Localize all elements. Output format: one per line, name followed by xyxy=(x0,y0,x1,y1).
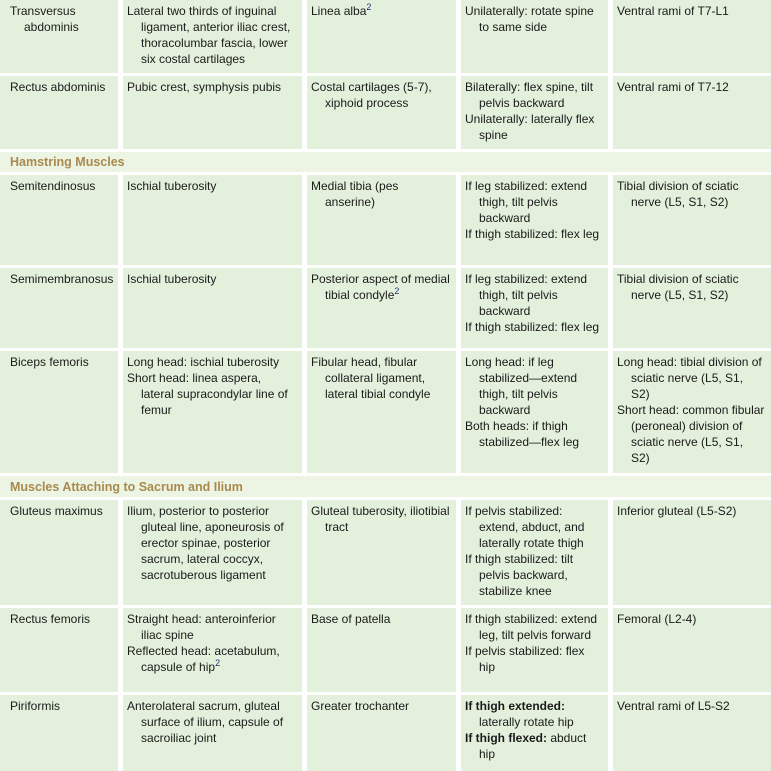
section-header-muscles-attaching-to-sacrum-and-ilium xyxy=(0,476,771,497)
cell-text: Long head: if leg stabilized—extend thigh, tilt pelvis backward xyxy=(465,355,578,417)
cell-action xyxy=(461,351,608,473)
cell-text: Tibial division of sciatic nerve (L5, S1, S2) xyxy=(617,272,739,302)
cell-origin xyxy=(123,608,302,692)
cell-muscle xyxy=(0,76,118,149)
cell-text: Ilium, posterior to posterior gluteal line, aponeurosis of erector spinae, posterior sacrum, lateral coccyx, sacrotuberous ligament xyxy=(127,504,284,582)
cell-insertion xyxy=(307,500,456,605)
cell-text: Rectus femoris xyxy=(10,612,91,626)
cell-insertion xyxy=(307,0,456,73)
cell-text: Biceps femoris xyxy=(10,355,89,369)
cell-text: If thigh extended: laterally rotate hip xyxy=(465,699,574,729)
cell-text: Tibial division of sciatic nerve (L5, S1, S2) xyxy=(617,179,739,209)
cell-text: Medial tibia (pes anserine) xyxy=(311,179,399,209)
cell-text: Piriformis xyxy=(10,699,60,713)
cell-insertion xyxy=(307,268,456,348)
cell-text: Inferior gluteal (L5-S2) xyxy=(617,504,737,518)
cell-text: Short head: common fibular (peroneal) division of sciatic nerve (L5, S1, S2) xyxy=(617,403,765,465)
cell-text: Ventral rami of L5-S2 xyxy=(617,699,730,713)
cell-innervation xyxy=(613,500,771,605)
table-row-semimembranosus xyxy=(0,268,771,348)
cell-text: If thigh flexed: abduct hip xyxy=(465,731,587,761)
table-row-rectus-femoris xyxy=(0,608,771,692)
cell-innervation xyxy=(613,351,771,473)
footnote-marker: 2 xyxy=(366,2,372,12)
footnote-marker: 2 xyxy=(394,286,400,296)
cell-muscle xyxy=(0,608,118,692)
cell-muscle xyxy=(0,268,118,348)
cell-text: If leg stabilized: extend thigh, tilt pelvis backward xyxy=(465,272,588,318)
cell-text: If thigh stabilized: flex leg xyxy=(465,227,600,241)
cell-text: Gluteus maximus xyxy=(10,504,103,518)
cell-insertion xyxy=(307,175,456,265)
cell-text: Unilaterally: rotate spine to same side xyxy=(465,4,594,34)
cell-origin xyxy=(123,500,302,605)
cell-text: If pelvis stabilized: extend, abduct, and laterally rotate thigh xyxy=(465,504,585,550)
cell-text: If pelvis stabilized: flex hip xyxy=(465,644,585,674)
cell-origin xyxy=(123,76,302,149)
cell-text: Unilaterally: laterally flex spine xyxy=(465,112,595,142)
cell-action xyxy=(461,175,608,265)
cell-text: Short head: linea aspera, lateral supracondylar line of femur xyxy=(127,371,288,417)
cell-text: Posterior aspect of medial tibial condyle$^2$ xyxy=(311,272,450,302)
cell-text: Long head: ischial tuberosity xyxy=(127,355,280,369)
cell-text: Lateral two thirds of inguinal ligament, anterior iliac crest, thoracolumbar fascia, lower six costal cartilages xyxy=(127,4,291,66)
cell-text: Straight head: anteroinferior iliac spine xyxy=(127,612,276,642)
cell-text: Transversus abdominis xyxy=(10,4,79,34)
cell-text: If thigh stabilized: extend leg, tilt pelvis forward xyxy=(465,612,598,642)
table-row-rectus-abdominis xyxy=(0,76,771,149)
cell-origin xyxy=(123,0,302,73)
cell-muscle xyxy=(0,695,118,771)
cell-origin xyxy=(123,695,302,771)
cell-muscle xyxy=(0,175,118,265)
cell-text: Linea alba$^2$ xyxy=(311,2,372,18)
cell-innervation xyxy=(613,695,771,771)
cell-innervation xyxy=(613,268,771,348)
cell-innervation xyxy=(613,608,771,692)
cell-text: Greater trochanter xyxy=(311,699,410,713)
cell-action xyxy=(461,76,608,149)
cell-text: If leg stabilized: extend thigh, tilt pelvis backward xyxy=(465,179,588,225)
cell-insertion xyxy=(307,76,456,149)
cell-innervation xyxy=(613,76,771,149)
table-row-semitendinosus xyxy=(0,175,771,265)
section-header-label: Hamstring Muscles xyxy=(10,155,125,169)
cell-text: Ventral rami of T7-12 xyxy=(617,80,729,94)
cell-text: Anterolateral sacrum, gluteal surface of ilium, capsule of sacroiliac joint xyxy=(127,699,284,745)
cell-text: Rectus abdominis xyxy=(10,80,106,94)
footnote-marker: 2 xyxy=(215,658,221,668)
cell-muscle xyxy=(0,500,118,605)
table-row-piriformis xyxy=(0,695,771,771)
cell-insertion xyxy=(307,695,456,771)
cell-text: Both heads: if thigh stabilized—flex leg xyxy=(465,419,580,449)
cell-text: Reflected head: acetabulum, capsule of hip$^2$ xyxy=(127,644,280,674)
cell-action xyxy=(461,268,608,348)
cell-origin xyxy=(123,175,302,265)
section-header-hamstring-muscles xyxy=(0,152,771,172)
cell-origin xyxy=(123,351,302,473)
table-row-gluteus-maximus xyxy=(0,500,771,605)
cell-action xyxy=(461,608,608,692)
cell-action xyxy=(461,0,608,73)
cell-innervation xyxy=(613,175,771,265)
section-header-label: Muscles Attaching to Sacrum and Ilium xyxy=(10,479,243,494)
cell-text: Ischial tuberosity xyxy=(127,272,217,286)
cell-insertion xyxy=(307,351,456,473)
cell-innervation xyxy=(613,0,771,73)
cell-insertion xyxy=(307,608,456,692)
cell-text: If thigh stabilized: tilt pelvis backward, stabilize knee xyxy=(465,552,574,598)
cell-text: If thigh stabilized: flex leg xyxy=(465,320,600,334)
cell-text: Femoral (L2-4) xyxy=(617,612,697,626)
cell-text: Fibular head, fibular collateral ligament, lateral tibial condyle xyxy=(311,355,431,401)
table-row-transversus-abdominis xyxy=(0,0,771,73)
cell-text: Costal cartilages (5-7), xiphoid process xyxy=(311,80,432,110)
cell-text: Ventral rami of T7-L1 xyxy=(617,4,729,18)
cell-action xyxy=(461,500,608,605)
cell-text: Long head: tibial division of sciatic nerve (L5, S1, S2) xyxy=(617,355,762,401)
cell-action xyxy=(461,695,608,771)
cell-text: Semitendinosus xyxy=(10,179,96,193)
cell-text: Base of patella xyxy=(311,612,391,626)
cell-muscle xyxy=(0,0,118,73)
table-row-biceps-femoris xyxy=(0,351,771,473)
cell-text: Semimembranosus xyxy=(10,272,114,286)
cell-muscle xyxy=(0,351,118,473)
cell-text: Bilaterally: flex spine, tilt pelvis backward xyxy=(465,80,594,110)
cell-text: Ischial tuberosity xyxy=(127,179,217,193)
cell-origin xyxy=(123,268,302,348)
cell-text: Pubic crest, symphysis pubis xyxy=(127,80,282,94)
cell-text: Gluteal tuberosity, iliotibial tract xyxy=(311,504,450,534)
